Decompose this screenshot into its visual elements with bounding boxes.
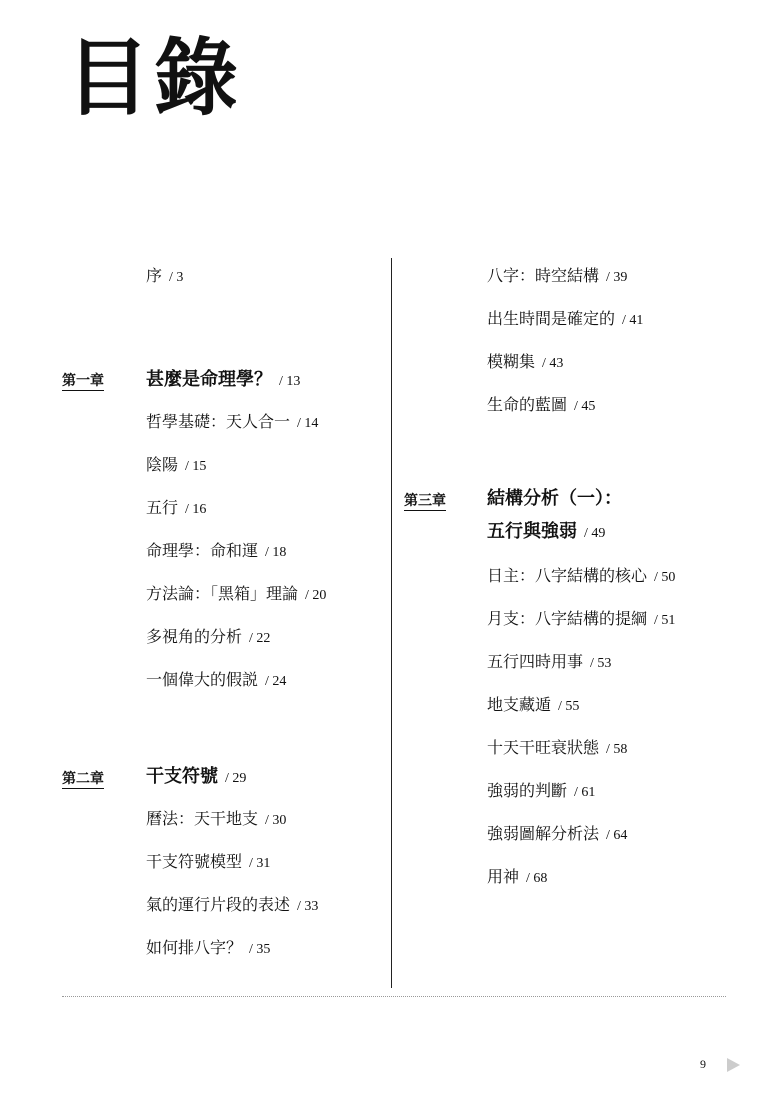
entry-label: 序 [146,266,163,285]
page-title: 目錄 [66,29,243,127]
entry-page: / 13 [279,374,301,389]
entry-label: 用神 [487,867,520,886]
entry-page: / 3 [169,270,184,285]
entry-label: 命理學：命和運 [146,541,259,560]
toc-entry-preface[interactable] [146,265,183,289]
toc-entry[interactable] [146,937,270,961]
toc-entry[interactable] [487,608,675,632]
entry-label: 五行四時用事 [487,652,584,671]
entry-label: 月支：八字結構的提綱 [487,609,648,628]
toc-entry[interactable] [487,308,643,332]
entry-label: 一個偉大的假説 [146,670,259,689]
entry-page: / 53 [590,656,612,671]
entry-page: / 49 [584,526,606,541]
entry-label: 十天干旺衰狀態 [487,738,600,757]
entry-label: 模糊集 [487,352,536,371]
entry-page: / 16 [185,502,207,517]
toc-entry[interactable] [146,894,318,918]
entry-page: / 22 [249,631,271,646]
chapter-2-marker: 第二章 [62,771,104,787]
toc-entry[interactable] [487,780,595,804]
entry-label: 強弱的判斷 [487,781,568,800]
toc-entry[interactable] [487,265,627,289]
toc-entry[interactable] [487,351,563,375]
entry-page: / 29 [225,771,247,786]
entry-page: / 45 [574,399,596,414]
toc-entry[interactable] [146,454,206,478]
toc-entry[interactable] [487,651,611,675]
toc-entry[interactable] [146,497,206,521]
toc-entry[interactable] [487,737,627,761]
entry-label: 五行與強弱 [487,521,577,542]
entry-page: / 14 [297,416,319,431]
chapter-1-marker: 第一章 [62,373,104,389]
entry-label: 多視角的分析 [146,627,243,646]
entry-page: / 33 [297,899,319,914]
entry-label: 日主：八字結構的核心 [487,566,648,585]
entry-page: / 20 [305,588,327,603]
entry-page: / 15 [185,459,207,474]
toc-entry[interactable] [487,866,547,890]
chapter-3-marker: 第三章 [404,493,446,509]
dotted-separator [62,996,726,997]
entry-label: 曆法：天干地支 [146,809,259,828]
entry-page: / 64 [606,828,628,843]
entry-label: 甚麼是命理學？ [146,369,272,390]
entry-label: 強弱圖解分析法 [487,824,600,843]
toc-entry[interactable] [146,669,286,693]
toc-entry[interactable] [487,394,595,418]
entry-page: / 39 [606,270,628,285]
next-page-arrow-icon [727,1058,740,1072]
entry-page: / 61 [574,785,596,800]
entry-label: 陰陽 [146,455,179,474]
toc-entry[interactable] [146,583,326,607]
entry-page: / 58 [606,742,628,757]
entry-page: / 55 [558,699,580,714]
page-number: 9 [700,1057,706,1071]
toc-entry[interactable] [146,540,286,564]
entry-label: 生命的藍圖 [487,395,568,414]
entry-page: / 51 [654,613,676,628]
entry-page: / 35 [249,942,271,957]
entry-page: / 50 [654,570,676,585]
entry-label: 干支符號 [146,766,218,787]
entry-label: 地支藏遁 [487,695,552,714]
entry-label: 五行 [146,498,179,517]
column-divider [391,258,392,988]
chapter-3-title-line2[interactable] [487,521,605,545]
toc-entry[interactable] [487,565,675,589]
entry-label: 哲學基礎：天人合一 [146,412,291,431]
entry-label: 氣的運行片段的表述 [146,895,291,914]
entry-page: / 31 [249,856,271,871]
entry-page: / 43 [542,356,564,371]
entry-label: 出生時間是確定的 [487,309,616,328]
entry-page: / 30 [265,813,287,828]
entry-page: / 18 [265,545,287,560]
entry-label: 干支符號模型 [146,852,243,871]
entry-page: / 68 [526,871,548,886]
entry-label: 八字：時空結構 [487,266,600,285]
entry-label: 如何排八字？ [146,938,243,957]
toc-entry[interactable] [487,823,627,847]
toc-entry[interactable] [487,694,579,718]
entry-page: / 41 [622,313,644,328]
entry-page: / 24 [265,674,287,689]
entry-label: 方法論：「黑箱」理論 [146,584,299,603]
chapter-1-title[interactable] [146,369,300,393]
chapter-2-title[interactable] [146,766,246,790]
toc-entry[interactable] [146,411,318,435]
toc-entry[interactable] [146,626,270,650]
toc-entry[interactable] [146,808,286,832]
chapter-3-title-line1[interactable] [487,488,622,510]
toc-entry[interactable] [146,851,270,875]
entry-label: 結構分析（一）： [487,488,622,509]
